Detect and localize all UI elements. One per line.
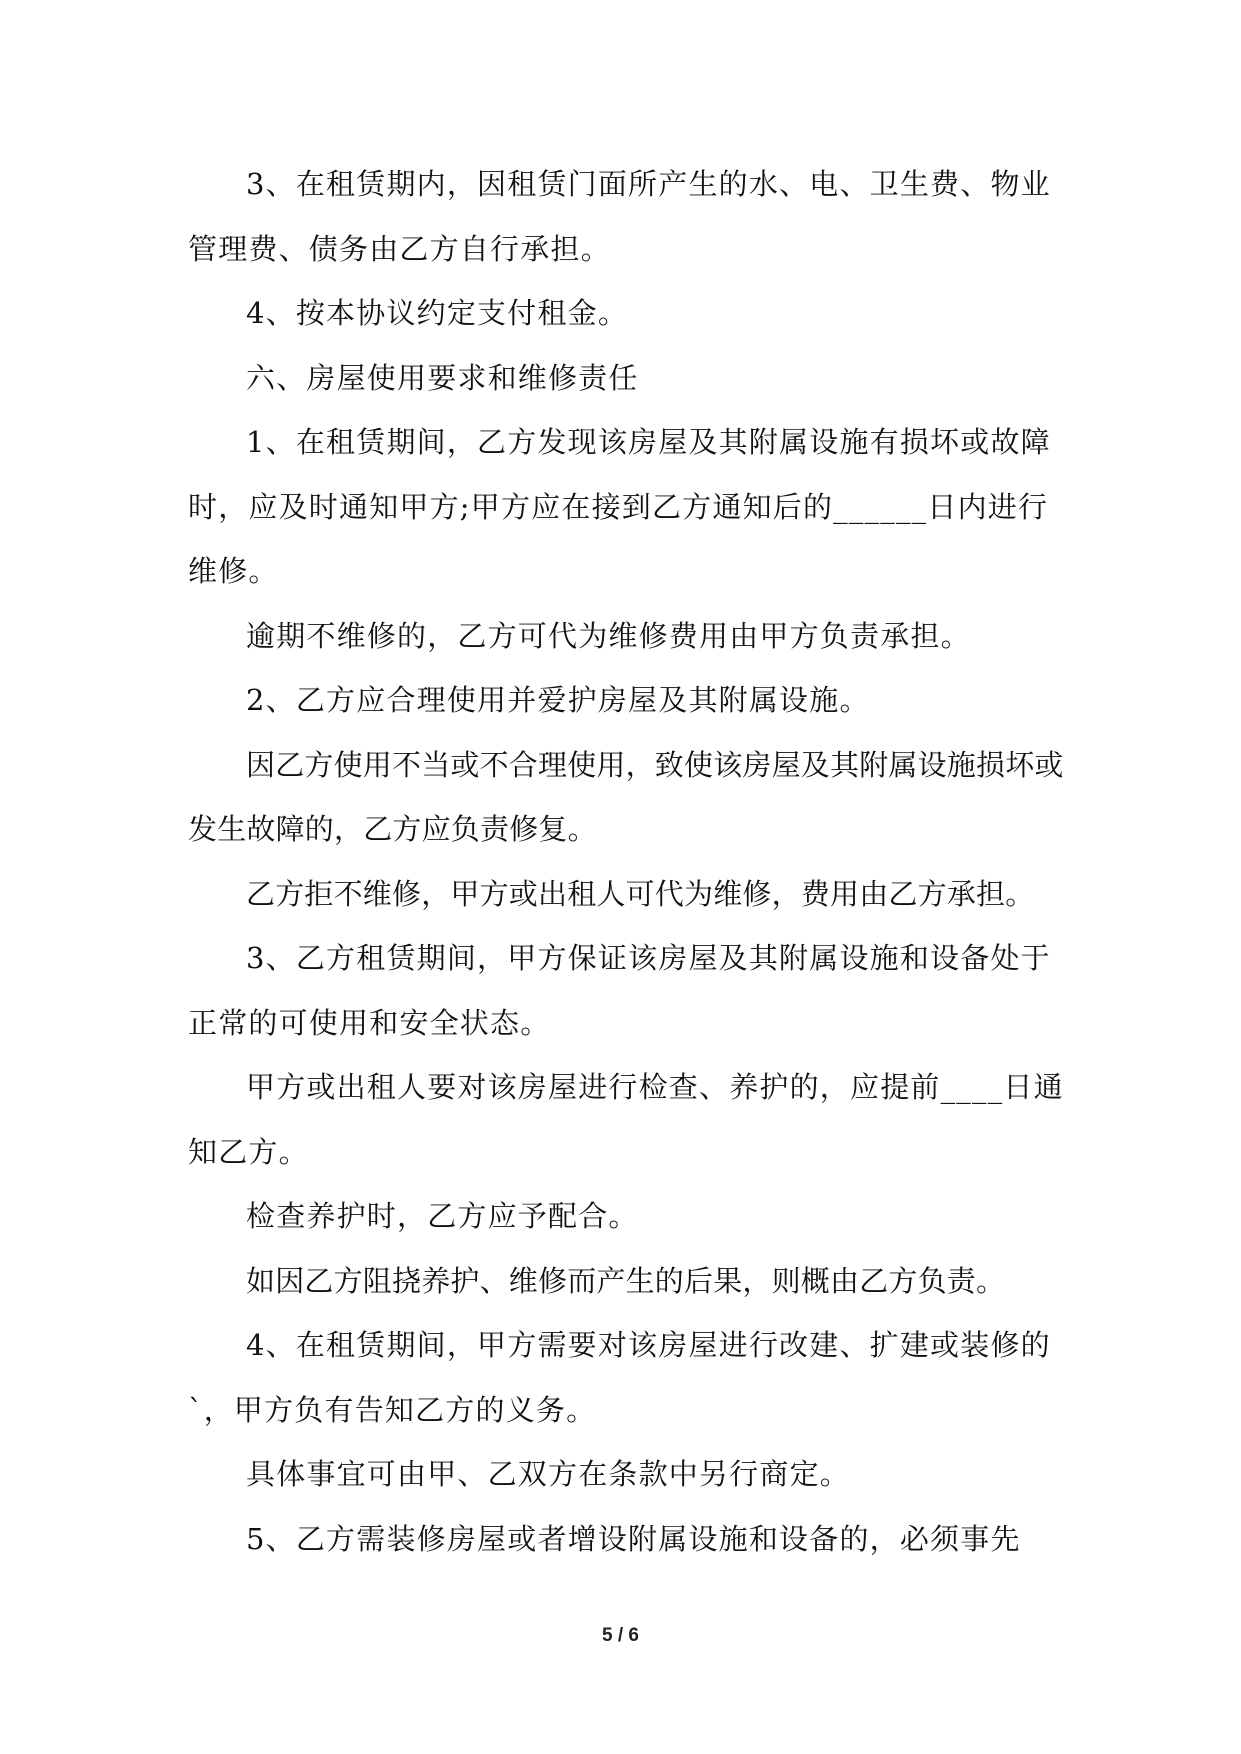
section-heading-6: 六、房屋使用要求和维修责任 <box>246 360 639 395</box>
page-number: 5 / 6 <box>602 1625 639 1646</box>
paragraph-improper-use: 因乙方使用不当或不合理使用，致使该房屋及其附属设施损坏或发生故障的，乙方应负责修复。 <box>188 747 1064 846</box>
paragraph-renovation: 4、在租赁期间，甲方需要对该房屋进行改建、扩建或装修的`，甲方负有告知乙方的义务。 <box>188 1328 1051 1427</box>
paragraph-inspection-notice: 甲方或出租人要对该房屋进行检查、养护的，应提前____日通知乙方。 <box>188 1070 1064 1169</box>
paragraph-item-3-utilities: 3、在租赁期内，因租赁门面所产生的水、电、卫生费、物业管理费、债务由乙方自行承担。 <box>188 167 1051 266</box>
paragraph-repair-notice: 1、在租赁期间，乙方发现该房屋及其附属设施有损坏或故障时，应及时通知甲方;甲方应在接到乙方通知后的______日内进行维修。 <box>188 425 1051 588</box>
paragraph-tenant-renovation: 5、乙方需装修房屋或者增设附属设施和设备的，必须事先 <box>246 1521 1021 1556</box>
paragraph-cooperate: 检查养护时，乙方应予配合。 <box>246 1199 639 1233</box>
paragraph-overdue-repair: 逾期不维修的，乙方可代为维修费用由甲方负责承担。 <box>246 618 971 653</box>
paragraph-item-4-rent: 4、按本协议约定支付租金。 <box>246 296 629 330</box>
paragraph-obstruction: 如因乙方阻挠养护、维修而产生的后果，则概由乙方负责。 <box>246 1263 1006 1298</box>
paragraph-negotiate: 具体事宜可由甲、乙双方在条款中另行商定。 <box>246 1457 851 1491</box>
paragraph-reasonable-use: 2、乙方应合理使用并爱护房屋及其附属设施。 <box>246 683 870 717</box>
document-body <box>188 152 1068 1571</box>
paragraph-safe-condition: 3、乙方租赁期间，甲方保证该房屋及其附属设施和设备处于正常的可使用和安全状态。 <box>188 941 1051 1040</box>
paragraph-refuse-repair: 乙方拒不维修，甲方或出租人可代为维修，费用由乙方承担。 <box>246 876 1035 911</box>
